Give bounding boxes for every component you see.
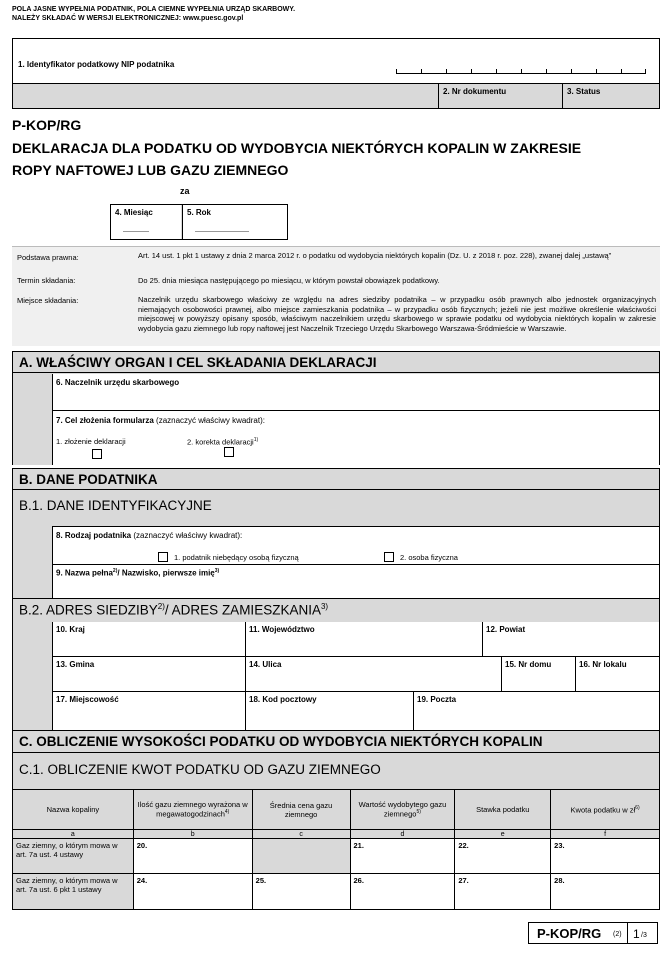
f7-opt1-checkbox[interactable] xyxy=(92,449,102,459)
col-header-f: Kwota podatku w $zł^{6)}$ xyxy=(551,790,660,830)
row2-f25[interactable]: 25. xyxy=(252,874,350,910)
row2-f27[interactable]: 27. xyxy=(455,874,551,910)
f8-label: 8. Rodzaj podatnika xyxy=(56,531,132,540)
f8-field xyxy=(52,526,659,565)
f8-label-wrap xyxy=(56,531,242,540)
place-text: Naczelnik urzędu skarbowego właściwy ze względu na adres siedziby podatnika – w przypadku osób prawnych albo jednostek organizacyjnych niemających osobowości prawnej, albo miejsce zamieszkania podatnika – w przypadku osób fizycznych; jeżeli nie jest możliwe określenie właściwości miejscowej w powyższy opisany sposób, właściwym naczelnikiem urzędu skarbowego w sprawie podatku od wydobycia niektórych kopalin w zakresie wydobycia gazu ziemnego lub ropy naftowej jest Naczelnik Trzeciego Urzędu Skarbowego Warszawa-Śródmieście w Warszawie. xyxy=(138,295,656,333)
f10-field[interactable] xyxy=(53,622,246,657)
month-field[interactable] xyxy=(111,205,181,239)
row1-name: Gaz ziemny, o którym mowa w art. 7a ust. 4 ustawy xyxy=(13,839,134,874)
deadline-text: Do 25. dnia miesiąca następującego po miesiącu, w którym powstał obowiązek podatkowy. xyxy=(138,276,440,285)
b2-title-mid: / ADRES ZAMIESZKANIA xyxy=(164,602,321,618)
status-field xyxy=(562,83,659,108)
year-baseline xyxy=(195,231,249,232)
f8-opt2-checkbox[interactable] xyxy=(384,552,394,562)
footer-variant: (2) xyxy=(613,931,622,938)
f6-label: 6. Naczelnik urzędu skarbowego xyxy=(56,378,180,387)
f9-sup1: 2) xyxy=(112,568,118,574)
form-title xyxy=(12,137,581,181)
row1-f23[interactable]: 23. xyxy=(551,839,660,874)
footer-pages: /3 xyxy=(641,932,647,939)
col-letter-b: b xyxy=(133,830,252,839)
f17-label: 17. Miejscowość xyxy=(56,695,119,704)
legal-basis-label: Podstawa prawna: xyxy=(17,253,79,262)
f9-label-mid: / Nazwisko, pierwsze imię xyxy=(117,568,215,578)
f14-field[interactable] xyxy=(246,657,502,692)
col-header-b: Ilość gazu ziemnego wyrażona w megawatogodzinach$^{4)}$ xyxy=(133,790,252,830)
f16-field[interactable] xyxy=(576,657,660,692)
row1-empty xyxy=(252,839,350,874)
row1-f22[interactable]: 22. xyxy=(455,839,551,874)
f8-opt1-label: 1. podatnik niebędący osobą fizyczną xyxy=(174,553,299,562)
f7-opt1-label: 1. złożenie deklaracji xyxy=(56,437,126,446)
f9-label-wrap xyxy=(56,568,219,578)
col-header-e: Stawka podatku xyxy=(455,790,551,830)
row2-name: Gaz ziemny, o którym mowa w art. 7a ust. 6 pkt 1 ustawy xyxy=(13,874,134,910)
f7-opt2-sup: 1) xyxy=(253,437,259,443)
f9-sup2: 3) xyxy=(214,568,220,574)
f19-field[interactable] xyxy=(414,692,660,730)
col-letter-d: d xyxy=(350,830,455,839)
section-a-header xyxy=(12,351,660,373)
za-label: za xyxy=(180,186,190,196)
f16-label: 16. Nr lokalu xyxy=(579,660,627,669)
nip-field[interactable] xyxy=(13,39,659,83)
year-label: 5. Rok xyxy=(187,208,212,217)
col-header-c: Średnia cena gazu ziemnego xyxy=(252,790,350,830)
b1-header xyxy=(12,490,660,524)
section-a-title: A. WŁAŚCIWY ORGAN I CEL SKŁADANIA DEKLARACJI xyxy=(19,355,377,370)
col-letter-e: e xyxy=(455,830,551,839)
header-note-line1: POLA JASNE WYPEŁNIA PODATNIK, POLA CIEMNE WYPEŁNIA URZĄD SKARBOWY. xyxy=(12,6,296,13)
doc-no-field xyxy=(438,83,562,108)
status-label: 3. Status xyxy=(567,87,601,96)
table-row xyxy=(13,839,660,874)
c1-letter-row xyxy=(13,830,660,839)
row1-f20[interactable]: 20. xyxy=(133,839,252,874)
f10-label: 10. Kraj xyxy=(56,625,85,634)
col-letter-f: f xyxy=(551,830,660,839)
footer-code: P-KOP/RG xyxy=(537,926,602,941)
f7-opt2-label-wrap xyxy=(187,437,258,447)
row2-f24[interactable]: 24. xyxy=(133,874,252,910)
f11-label: 11. Województwo xyxy=(249,625,315,634)
f18-field[interactable] xyxy=(246,692,414,730)
f11-field[interactable] xyxy=(246,622,483,657)
address-grid xyxy=(52,622,659,730)
header-note-line2: NALEŻY SKŁADAĆ W WERSJI ELEKTRONICZNEJ: www.puesc.gov.pl xyxy=(12,15,244,22)
section-b-title: B. DANE PODATNIKA xyxy=(19,472,158,487)
f7-field xyxy=(52,411,659,465)
f13-label: 13. Gmina xyxy=(56,660,95,669)
col-header-a: Nazwa kopaliny xyxy=(13,790,134,830)
deadline-label: Termin składania: xyxy=(17,276,76,285)
section-c-header xyxy=(12,730,660,753)
place-label: Miejsce składania: xyxy=(17,296,79,305)
f8-opt2-label: 2. osoba fizyczna xyxy=(400,553,458,562)
section-c-title: C. OBLICZENIE WYSOKOŚCI PODATKU OD WYDOBYCIA NIEKTÓRYCH KOPALIN xyxy=(19,734,543,749)
f18-label: 18. Kod pocztowy xyxy=(249,695,317,704)
f17-field[interactable] xyxy=(53,692,246,730)
row1-f21[interactable]: 21. xyxy=(350,839,455,874)
f7-label-wrap xyxy=(56,416,265,425)
c1-title: C.1. OBLICZENIE KWOT PODATKU OD GAZU ZIEMNEGO xyxy=(19,762,381,777)
info-block xyxy=(12,246,660,346)
c1-table xyxy=(12,789,660,910)
f19-label: 19. Poczta xyxy=(417,695,457,704)
f7-opt2-checkbox[interactable] xyxy=(224,447,234,457)
b2-title-wrap xyxy=(19,602,328,618)
f6-field[interactable] xyxy=(52,374,659,411)
f9-label: 9. Nazwa pełna xyxy=(56,568,113,578)
f7-hint: (zaznaczyć właściwy kwadrat): xyxy=(156,416,265,425)
table-row xyxy=(13,874,660,910)
form-title-line1: DEKLARACJA DLA PODATKU OD WYDOBYCIA NIEKTÓRYCH KOPALIN W ZAKRESIE xyxy=(12,140,582,156)
f12-label: 12. Powiat xyxy=(486,625,526,634)
nip-ticks xyxy=(396,68,646,74)
c1-header xyxy=(12,753,660,789)
f15-label: 15. Nr domu xyxy=(505,660,552,669)
f8-hint: (zaznaczyć właściwy kwadrat): xyxy=(133,531,243,540)
footer-code-box xyxy=(528,922,628,944)
footer-page-box xyxy=(628,922,658,944)
c1-header-row xyxy=(13,790,660,830)
row2-f26[interactable]: 26. xyxy=(350,874,455,910)
f8-opt1-checkbox[interactable] xyxy=(158,552,168,562)
f9-field[interactable] xyxy=(52,565,659,598)
col-letter-a: a xyxy=(13,830,134,839)
b2-sup2: 3) xyxy=(320,602,329,611)
b2-title: B.2. ADRES SIEDZIBY xyxy=(19,602,158,618)
top-left-shade xyxy=(13,83,438,108)
month-label: 4. Miesiąc xyxy=(115,208,153,217)
legal-basis-text: Art. 14 ust. 1 pkt 1 ustawy z dnia 2 marca 2012 r. o podatku od wydobycia niektórych kopalin (Dz. U. z 2018 r. poz. 228), zwanej dalej „ustawą” xyxy=(138,251,612,260)
f13-field[interactable] xyxy=(53,657,246,692)
b2-sup1: 2) xyxy=(157,602,165,611)
form-code: P-KOP/RG xyxy=(12,117,82,133)
f14-label: 14. Ulica xyxy=(249,660,282,669)
b2-header xyxy=(12,598,660,622)
section-b-header xyxy=(12,468,660,490)
doc-no-label: 2. Nr dokumentu xyxy=(443,87,507,96)
row2-f28[interactable]: 28. xyxy=(551,874,660,910)
month-baseline xyxy=(123,231,149,232)
nip-label: 1. Identyfikator podatkowy NIP podatnika xyxy=(18,60,175,69)
f7-label: 7. Cel złożenia formularza xyxy=(56,416,154,425)
f12-field[interactable] xyxy=(483,622,660,657)
b1-title: B.1. DANE IDENTYFIKACYJNE xyxy=(19,498,212,513)
footer-page: 1 xyxy=(633,927,640,941)
f15-field[interactable] xyxy=(502,657,576,692)
form-title-line2: ROPY NAFTOWEJ LUB GAZU ZIEMNEGO xyxy=(12,162,289,178)
f7-opt2-label: 2. korekta deklaracji xyxy=(187,437,254,447)
year-field[interactable] xyxy=(182,205,287,239)
col-letter-c: c xyxy=(252,830,350,839)
header-note xyxy=(12,5,295,23)
col-header-d: Wartość wydobytego gazu ziemnego$^{5)}$ xyxy=(350,790,455,830)
